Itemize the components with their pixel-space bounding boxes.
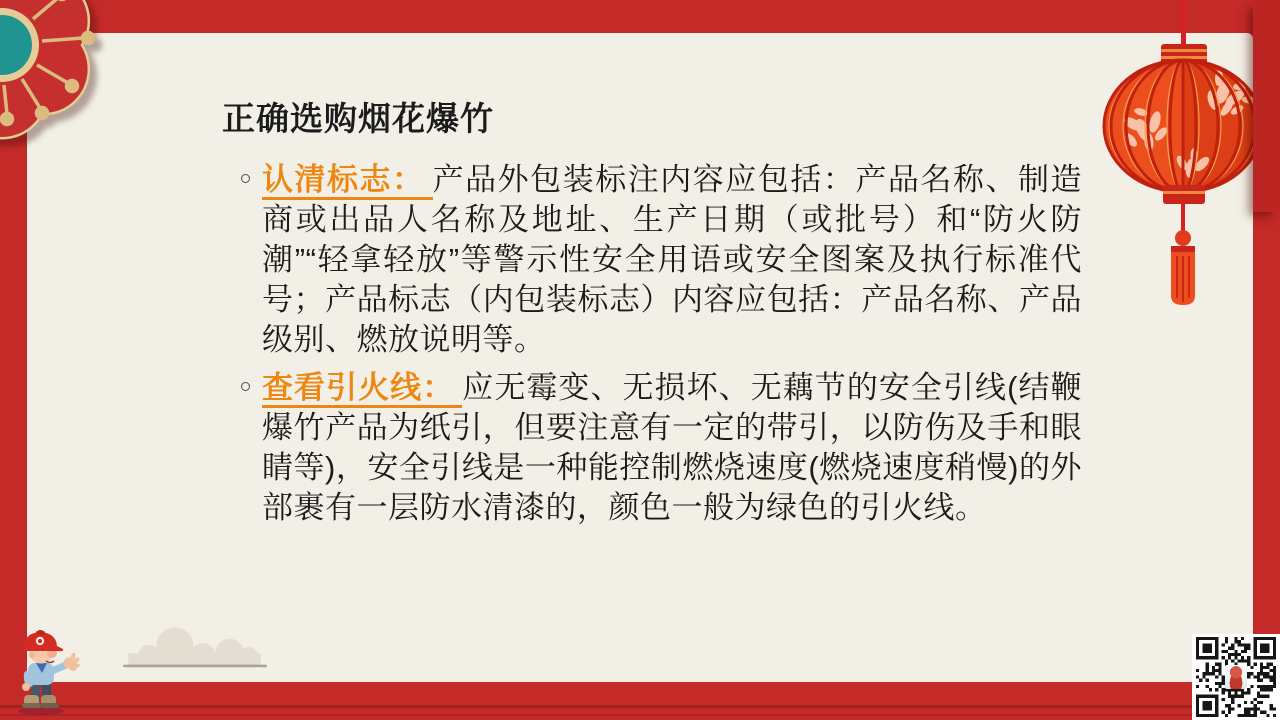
bullet-lead: 认清标志： <box>262 162 433 200</box>
lantern-icon <box>1095 0 1273 330</box>
list-item <box>222 368 1082 528</box>
cloud-icon <box>120 622 270 670</box>
safety-mascot-icon <box>10 621 82 717</box>
qr-code <box>1192 634 1280 720</box>
bullet-marker-icon <box>241 174 250 183</box>
bullet-text: 应无霉变、无损坏、无藕节的安全引线(结鞭爆竹产品为纸引，但要注意有一定的带引，以防伤及手和眼睛等)，安全引线是一种能控制燃烧速度(燃烧速度稍慢)的外部裹有一层防水清漆的，颜色一般为绿色的引火线。 <box>262 370 1082 525</box>
bullet-list <box>222 160 1082 528</box>
bullet-lead: 查看引火线： <box>262 370 462 408</box>
bullet-marker-icon <box>241 382 250 391</box>
qr-logo <box>1225 665 1247 689</box>
frame-shadow-line <box>0 705 1280 708</box>
slide-body <box>222 100 1090 528</box>
corner-accent <box>1253 0 1280 212</box>
list-item <box>222 160 1082 360</box>
page-title: 正确选购烟花爆竹 <box>222 100 494 137</box>
bullet-text: 产品外包装标注内容应包括：产品名称、制造商或出品人名称及地址、生产日期（或批号）和“防火防潮”“轻拿轻放”等警示性安全用语或安全图案及执行标准代号；产品标志（内包装标志）内容应包括：产品名称、产品级别、燃放说明等。 <box>262 162 1083 357</box>
plum-blossom-icon <box>0 0 130 158</box>
frame-shadow-line <box>0 714 1280 716</box>
